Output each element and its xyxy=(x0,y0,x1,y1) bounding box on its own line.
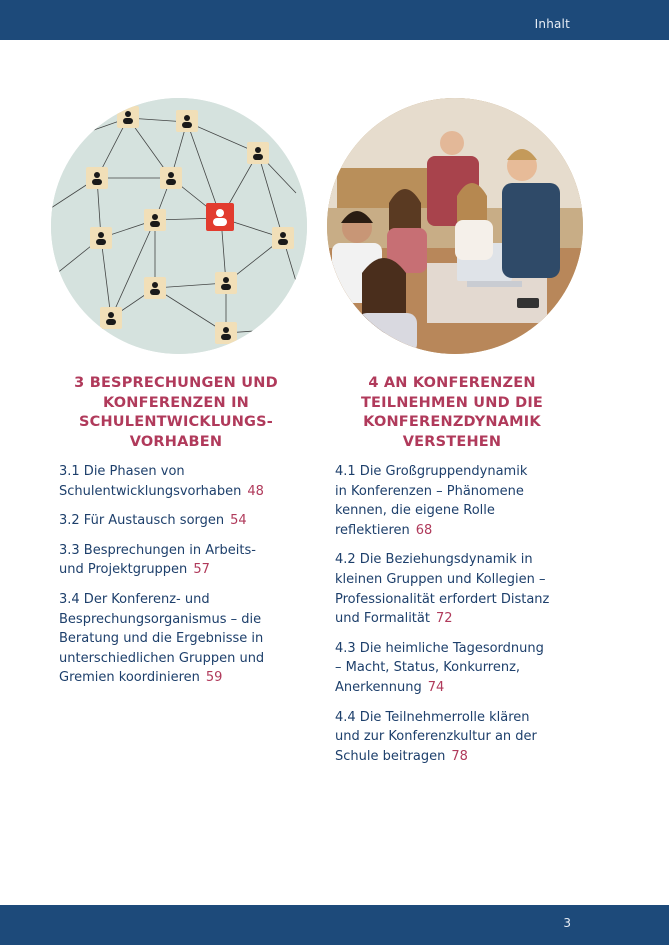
students-meeting-image xyxy=(327,98,583,354)
toc-entry-3-1[interactable] xyxy=(59,462,299,501)
toc-entry-3-4[interactable] xyxy=(59,590,299,688)
toc-line: kennen, die eigene Rolle xyxy=(335,503,495,519)
heading-line: 3 BESPRECHUNGEN UND xyxy=(74,375,278,391)
toc-line: Anerkennung xyxy=(335,679,422,695)
toc-entry-4-4[interactable] xyxy=(335,708,575,767)
toc-line: in Konferenzen – Phänomene xyxy=(335,483,524,499)
toc-line: Professionalität erfordert Distanz xyxy=(335,591,550,607)
toc-line: reflektieren xyxy=(335,522,410,538)
toc-page-number: 54 xyxy=(230,513,247,529)
toc-line: 3.1 Die Phasen von xyxy=(59,464,185,479)
heading-line: VERSTEHEN xyxy=(402,433,502,450)
toc-line: 3.3 Besprechungen in Arbeits- xyxy=(59,542,256,558)
heading-line: VORHABEN xyxy=(129,433,223,450)
toc-entry-4-1[interactable] xyxy=(335,462,575,540)
network-illustration xyxy=(51,98,307,354)
toc-line: und Formalität xyxy=(335,611,430,627)
toc-line: Schulentwicklungsvorhaben xyxy=(59,483,242,499)
toc-line: und zur Konferenzkultur an der xyxy=(335,729,537,745)
toc-line: und Projektgruppen xyxy=(59,562,188,578)
toc-page-number: 68 xyxy=(415,522,433,538)
toc-line: – Macht, Status, Konkurrenz, xyxy=(335,660,521,676)
toc-right-column xyxy=(335,462,575,776)
toc-left-column xyxy=(59,462,299,698)
toc-line: Gremien koordinieren xyxy=(59,670,200,686)
toc-entry-3-3[interactable] xyxy=(59,541,299,580)
toc-line: 3.2 Für Austausch sorgen xyxy=(59,513,225,529)
toc-line: 4.1 Die Großgruppendynamik xyxy=(335,464,528,479)
toc-line: 3.4 Der Konferenz- und xyxy=(59,591,210,607)
toc-line: unterschiedlichen Gruppen und xyxy=(59,650,265,666)
toc-entry-3-2[interactable] xyxy=(59,511,299,531)
section-3-heading xyxy=(56,374,296,452)
header-label: Inhalt xyxy=(534,17,570,31)
toc-line: 4.2 Die Beziehungsdynamik in xyxy=(335,552,533,568)
toc-page-number: 72 xyxy=(435,611,453,627)
toc-page-number: 48 xyxy=(247,483,264,499)
toc-page-number: 57 xyxy=(193,562,210,578)
toc-page-number: 78 xyxy=(451,748,468,764)
toc-page-number: 59 xyxy=(205,670,223,686)
toc-entry-4-3[interactable] xyxy=(335,639,575,698)
toc-page-number: 74 xyxy=(427,679,445,695)
heading-line: KONFERENZDYNAMIK xyxy=(363,414,541,430)
network-blocks-image xyxy=(51,98,307,354)
toc-line: Beratung und die Ergebnisse in xyxy=(59,631,264,647)
heading-line: 4 AN KONFERENZEN xyxy=(368,375,536,391)
toc-line: Besprechungsorganismus – die xyxy=(59,611,262,627)
toc-line: 4.4 Die Teilnehmerrolle klären xyxy=(335,709,530,725)
page-number: 3 xyxy=(563,916,571,930)
toc-line: kleinen Gruppen und Kollegien – xyxy=(335,571,546,587)
heading-line: TEILNEHMEN UND DIE xyxy=(360,394,544,411)
heading-line: SCHULENTWICKLUNGS- xyxy=(78,414,274,430)
toc-line: 4.3 Die heimliche Tagesordnung xyxy=(335,640,544,656)
section-4-heading xyxy=(334,374,570,452)
footer-bar xyxy=(0,905,669,945)
students-illustration xyxy=(327,98,583,354)
heading-line: KONFERENZEN IN xyxy=(103,394,249,411)
toc-line: Schule beitragen xyxy=(335,748,446,764)
toc-entry-4-2[interactable] xyxy=(335,550,575,628)
header-bar xyxy=(0,0,669,40)
